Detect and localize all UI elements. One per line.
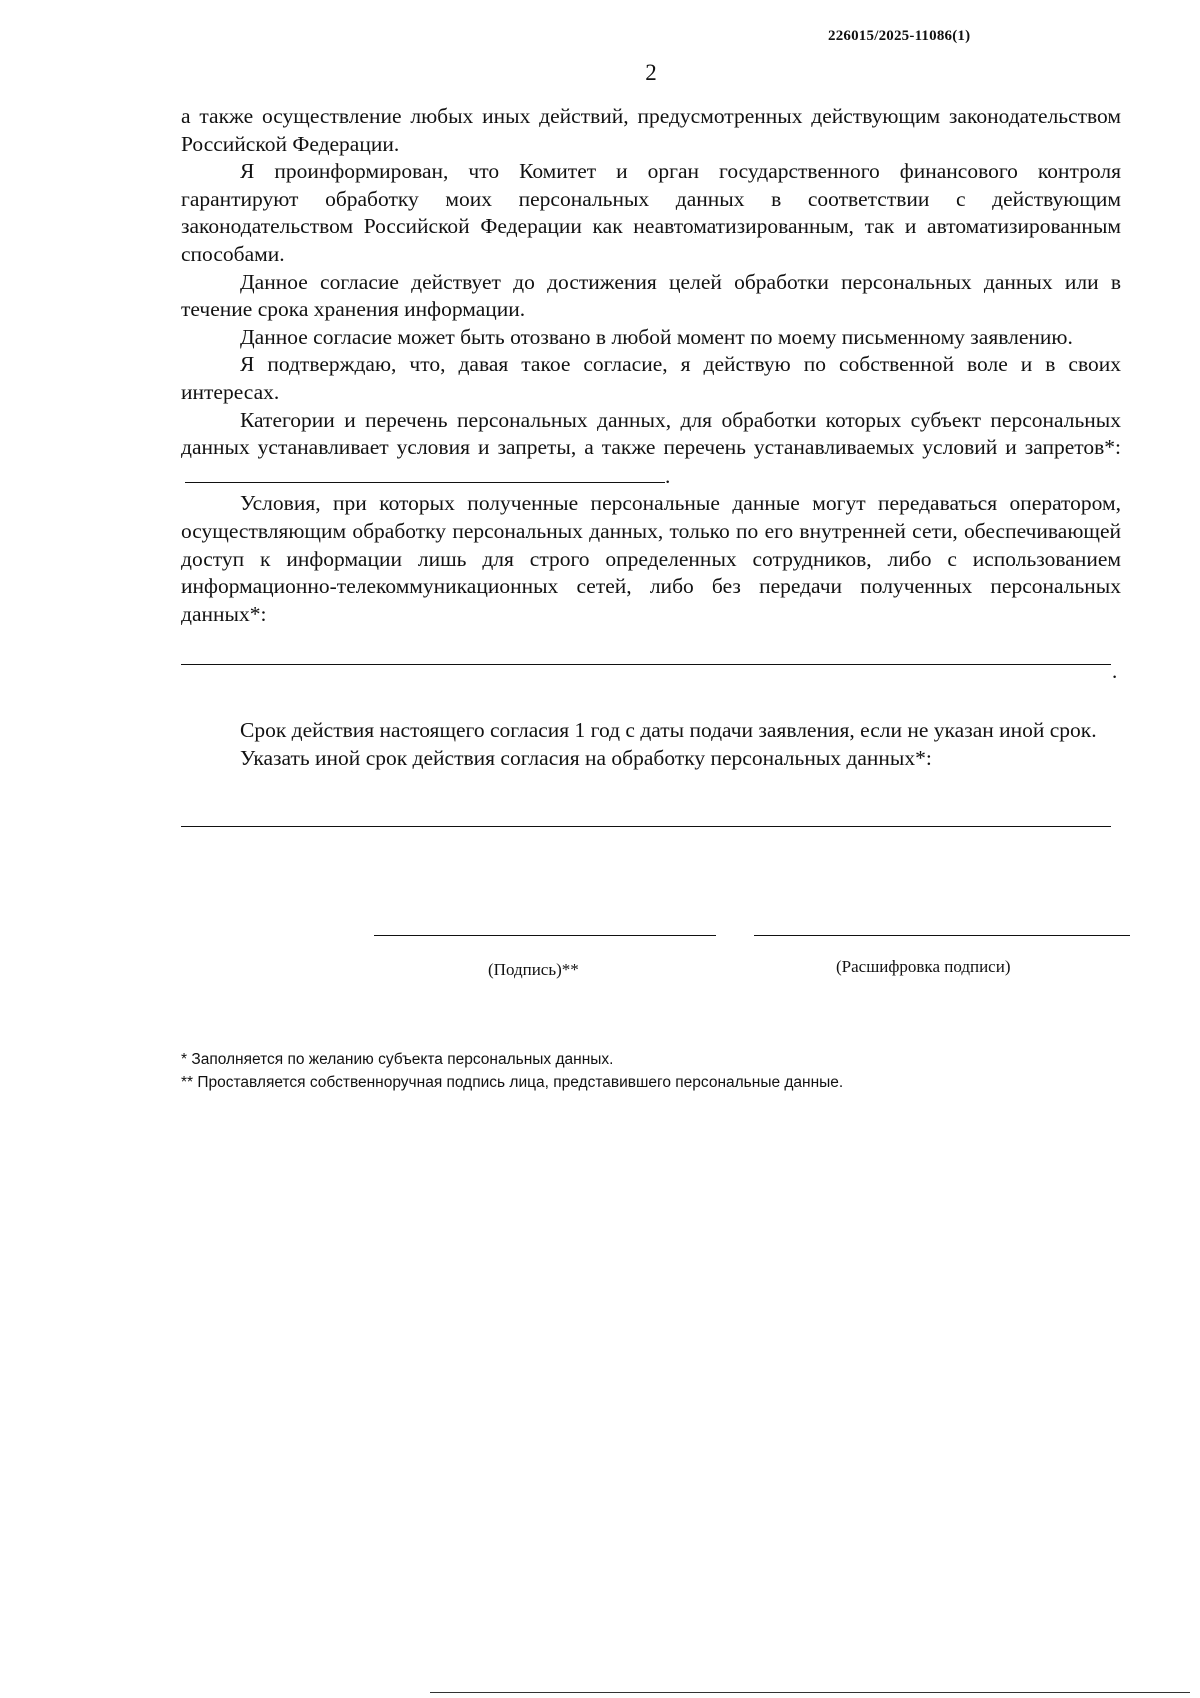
paragraph-4: Данное согласие может быть отозвано в любой момент по моему письменному заявлению. <box>240 324 1073 349</box>
signature-decode-label: (Расшифровка подписи) <box>836 957 1011 976</box>
transfer-conditions-end: . <box>1112 659 1118 683</box>
footnote-1: * Заполняется по желанию субъекта персональных данных. <box>181 1051 614 1068</box>
signature-label: (Подпись)** <box>488 960 579 979</box>
paragraph-6 <box>181 407 1121 491</box>
paragraph-5: Я подтверждаю, что, давая такое согласие, я действую по собственной воле и в своих интересах. <box>181 352 1121 404</box>
paragraph-3: Данное согласие действует до достижения целей обработки персональных данных или в течение срока хранения информации. <box>181 269 1121 322</box>
paragraph-2: Я проинформирован, что Комитет и орган государственного финансового контроля гарантируют обработку моих персональных данных в соответствии с действующим законодательством Российской Федерации как неавтоматизированным, так и автоматизированным способами. <box>181 159 1121 266</box>
other-term-input-line[interactable] <box>181 826 1111 827</box>
footnote-2: ** Проставляется собственноручная подпись лица, представившего персональные данные. <box>181 1074 844 1091</box>
document-body <box>181 103 1121 628</box>
page-bottom-rule <box>430 1692 1190 1693</box>
paragraph-7: Условия, при которых полученные персональные данные могут передаваться оператором, осуществляющим обработку персональных данных, только по его внутренней сети, обеспечивающей доступ к информации лишь для строго определенных сотрудников, либо с использованием информационно-телекоммуникационных сетей, либо без передачи полученных персональных данных*: <box>181 491 1121 626</box>
paragraph-1: а также осуществление любых иных действий, предусмотренных действующим законодательством Российской Федерации. <box>181 104 1121 156</box>
transfer-conditions-input-line[interactable] <box>181 664 1111 665</box>
signature-decode-line[interactable] <box>754 935 1130 936</box>
paragraph-8: Срок действия настоящего согласия 1 год с даты подачи заявления, если не указан иной срок. <box>240 718 1097 742</box>
page-number: 2 <box>645 60 657 85</box>
validity-section <box>181 717 1121 772</box>
paragraph-6-text: Категории и перечень персональных данных, для обработки которых субъект персональных данных устанавливает условия и запреты, а также перечень устанавливаемых условий и запретов*: <box>181 407 1121 460</box>
signature-line[interactable] <box>374 935 716 936</box>
paragraph-9: Указать иной срок действия согласия на обработку персональных данных*: <box>240 745 932 770</box>
paragraph-6-end: . <box>665 463 671 488</box>
document-registration-number: 226015/2025-11086(1) <box>828 28 971 44</box>
restrictions-input-line[interactable] <box>185 462 665 483</box>
